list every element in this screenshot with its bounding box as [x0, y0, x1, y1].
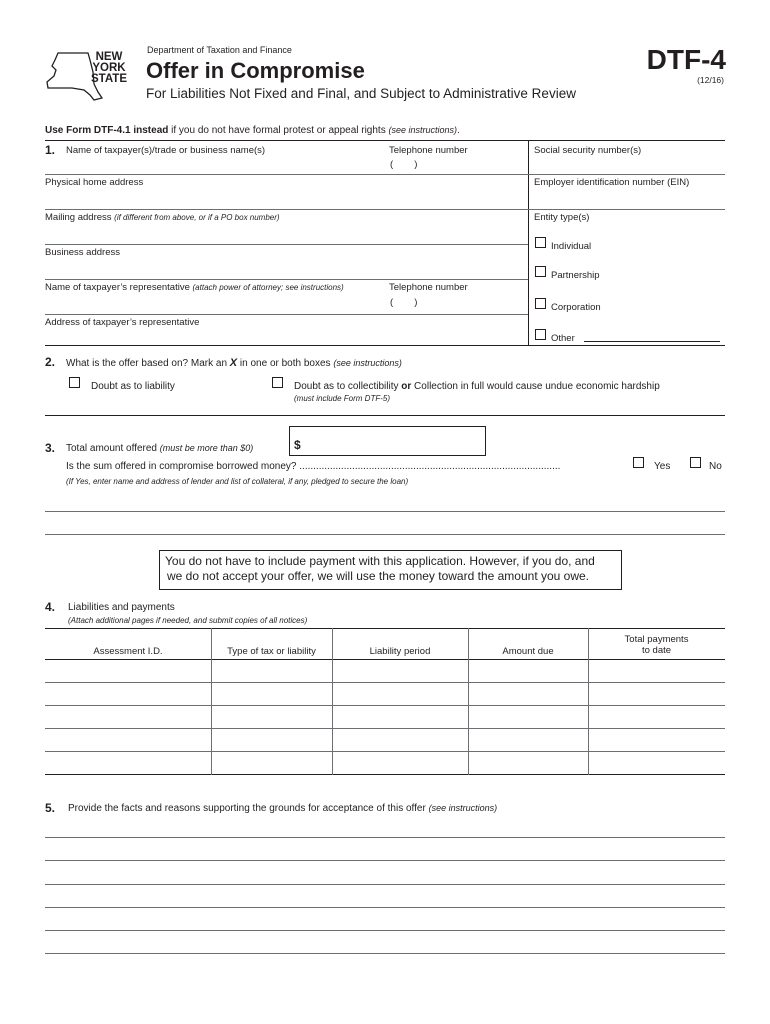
notice-line-2: we do not accept your offer, we will use the money toward the amount you owe. [167, 569, 590, 583]
borrowed-yes-label: Yes [654, 461, 671, 472]
facts-reasons-label [68, 803, 497, 814]
entity-type-label: Entity type(s) [534, 212, 590, 223]
offer-basis-question [66, 357, 402, 369]
logo-line-state: STATE [91, 73, 127, 85]
checkbox-individual[interactable] [535, 237, 546, 248]
checkbox-doubt-liability[interactable] [69, 377, 80, 388]
facts-reasons-note: (see instructions) [428, 803, 498, 813]
col-liability-period: Liability period [369, 646, 431, 657]
offer-basis-text: What is the offer based on? Mark an [66, 358, 230, 369]
representative-input[interactable] [45, 280, 528, 314]
total-amount-note: (must be more than $0) [159, 443, 254, 453]
ein-label: Employer identification number (EIN) [534, 177, 690, 188]
section1-number: 1. [45, 143, 56, 157]
table-row[interactable] [45, 729, 725, 751]
table-row[interactable] [45, 683, 725, 705]
nys-logo [44, 50, 134, 105]
table-row[interactable] [45, 752, 725, 774]
col-amount-due: Amount due [502, 646, 554, 657]
rep-telephone-paren: ( ) [390, 297, 418, 308]
lender-line-2[interactable] [45, 534, 725, 535]
section4-number: 4. [45, 600, 56, 614]
page-title: Offer in Compromise [146, 58, 365, 83]
total-amount-label [66, 443, 253, 454]
liabilities-note: (Attach additional pages if needed, and submit copies of all notices) [68, 616, 308, 625]
or-text: or [401, 381, 412, 392]
ein-input[interactable] [529, 175, 725, 209]
rep-address-input[interactable] [45, 315, 528, 345]
col-total-payments [588, 634, 725, 656]
checkbox-partnership[interactable] [535, 266, 546, 277]
table-top-rule [45, 628, 725, 629]
section2-bottom-rule [45, 415, 725, 416]
business-address-input[interactable] [45, 245, 528, 279]
notice-line-1: You do not have to include payment with this application. However, if you do, and [165, 554, 595, 568]
doubt-collectibility-label [294, 381, 660, 392]
page-subtitle: For Liabilities Not Fixed and Final, and Subject to Administrative Review [146, 86, 576, 101]
offer-basis-text-end: in one or both boxes [237, 358, 334, 369]
form-number: DTF-4 [646, 44, 726, 75]
lender-line-1[interactable] [45, 511, 725, 512]
facts-line-4[interactable] [45, 907, 725, 908]
collectibility-text: Doubt as to collectibility [294, 381, 402, 392]
logo-line-new: NEW [95, 51, 123, 63]
logo-line-york: YORK [92, 62, 126, 74]
entity-corporation-label: Corporation [551, 302, 601, 313]
borrowed-question: Is the sum offered in compromise borrowed money? .............................................................................................. [66, 461, 561, 472]
other-entity-input[interactable] [584, 341, 720, 342]
facts-line-2[interactable] [45, 860, 725, 861]
home-address-label: Physical home address [45, 177, 144, 188]
section1-bottom-rule [45, 345, 725, 346]
liabilities-title: Liabilities and payments [68, 602, 175, 613]
department-name: Department of Taxation and Finance [147, 45, 292, 55]
logo-text [90, 52, 128, 85]
liabilities-table [45, 628, 725, 776]
checkbox-borrowed-yes[interactable] [633, 457, 644, 468]
facts-line-1[interactable] [45, 837, 725, 838]
facts-line-5[interactable] [45, 930, 725, 931]
mailing-note: (if different from above, or if a PO box number) [114, 213, 280, 222]
total-amount-input[interactable] [289, 426, 486, 456]
col-total-payments-line2: to date [641, 645, 672, 656]
checkbox-corporation[interactable] [535, 298, 546, 309]
mailing-label-text: Mailing address [45, 212, 115, 223]
doubt-liability-label: Doubt as to liability [91, 381, 175, 392]
section5-number: 5. [45, 801, 56, 815]
offer-basis-note: (see instructions) [333, 358, 402, 368]
section3-number: 3. [45, 441, 56, 455]
col-type-of-tax: Type of tax or liability [227, 646, 316, 657]
entity-individual-label: Individual [551, 241, 592, 252]
ssn-input[interactable] [529, 141, 725, 174]
intro-note: (see instructions) [388, 125, 458, 135]
table-row[interactable] [45, 706, 725, 728]
checkbox-other[interactable] [535, 329, 546, 340]
rep-note: (attach power of attorney; see instructions) [192, 283, 344, 292]
table-row[interactable] [45, 660, 725, 682]
home-address-input[interactable] [45, 175, 528, 209]
col-assessment-id: Assessment I.D. [93, 646, 163, 657]
ssn-label: Social security number(s) [534, 145, 642, 156]
form-revision: (12/16) [697, 75, 724, 85]
telephone-paren: ( ) [390, 159, 418, 170]
table-bottom-rule [45, 774, 725, 775]
entity-partnership-label: Partnership [551, 270, 600, 281]
entity-other-label: Other [551, 333, 575, 344]
rep-telephone-label: Telephone number [389, 282, 468, 293]
intro-text: if you do not have formal protest or appeal rights [168, 125, 389, 136]
intro-instruction [45, 125, 460, 136]
name-label: Name of taxpayer(s)/trade or business name(s) [66, 145, 266, 156]
telephone-label: Telephone number [389, 145, 468, 156]
total-amount-text: Total amount offered [66, 443, 160, 454]
x-mark: X [229, 357, 238, 369]
rep-label-text: Name of taxpayer’s representative [45, 282, 193, 293]
intro-end: . [457, 125, 460, 136]
section2-number: 2. [45, 355, 56, 369]
facts-line-6[interactable] [45, 953, 725, 954]
col-total-payments-line1: Total payments [624, 634, 689, 645]
name-input[interactable] [45, 141, 528, 174]
dtf5-note: (must include Form DTF-5) [294, 394, 391, 403]
intro-bold: Use Form DTF-4.1 instead [45, 125, 169, 136]
facts-reasons-text: Provide the facts and reasons supporting the grounds for acceptance of this offer [68, 803, 429, 814]
checkbox-doubt-collectibility[interactable] [272, 377, 283, 388]
mailing-address-input[interactable] [45, 210, 528, 244]
lender-note: (If Yes, enter name and address of lender and list of collateral, if any, pledged to secure the loan) [66, 477, 409, 486]
payment-notice-box [159, 550, 622, 590]
dollar-sign: $ [294, 438, 301, 452]
rep-address-label: Address of taxpayer’s representative [45, 317, 200, 328]
borrowed-no-label: No [709, 461, 722, 472]
checkbox-borrowed-no[interactable] [690, 457, 701, 468]
business-address-label: Business address [45, 247, 120, 258]
facts-line-3[interactable] [45, 884, 725, 885]
hardship-text: Collection in full would cause undue economic hardship [411, 381, 660, 392]
